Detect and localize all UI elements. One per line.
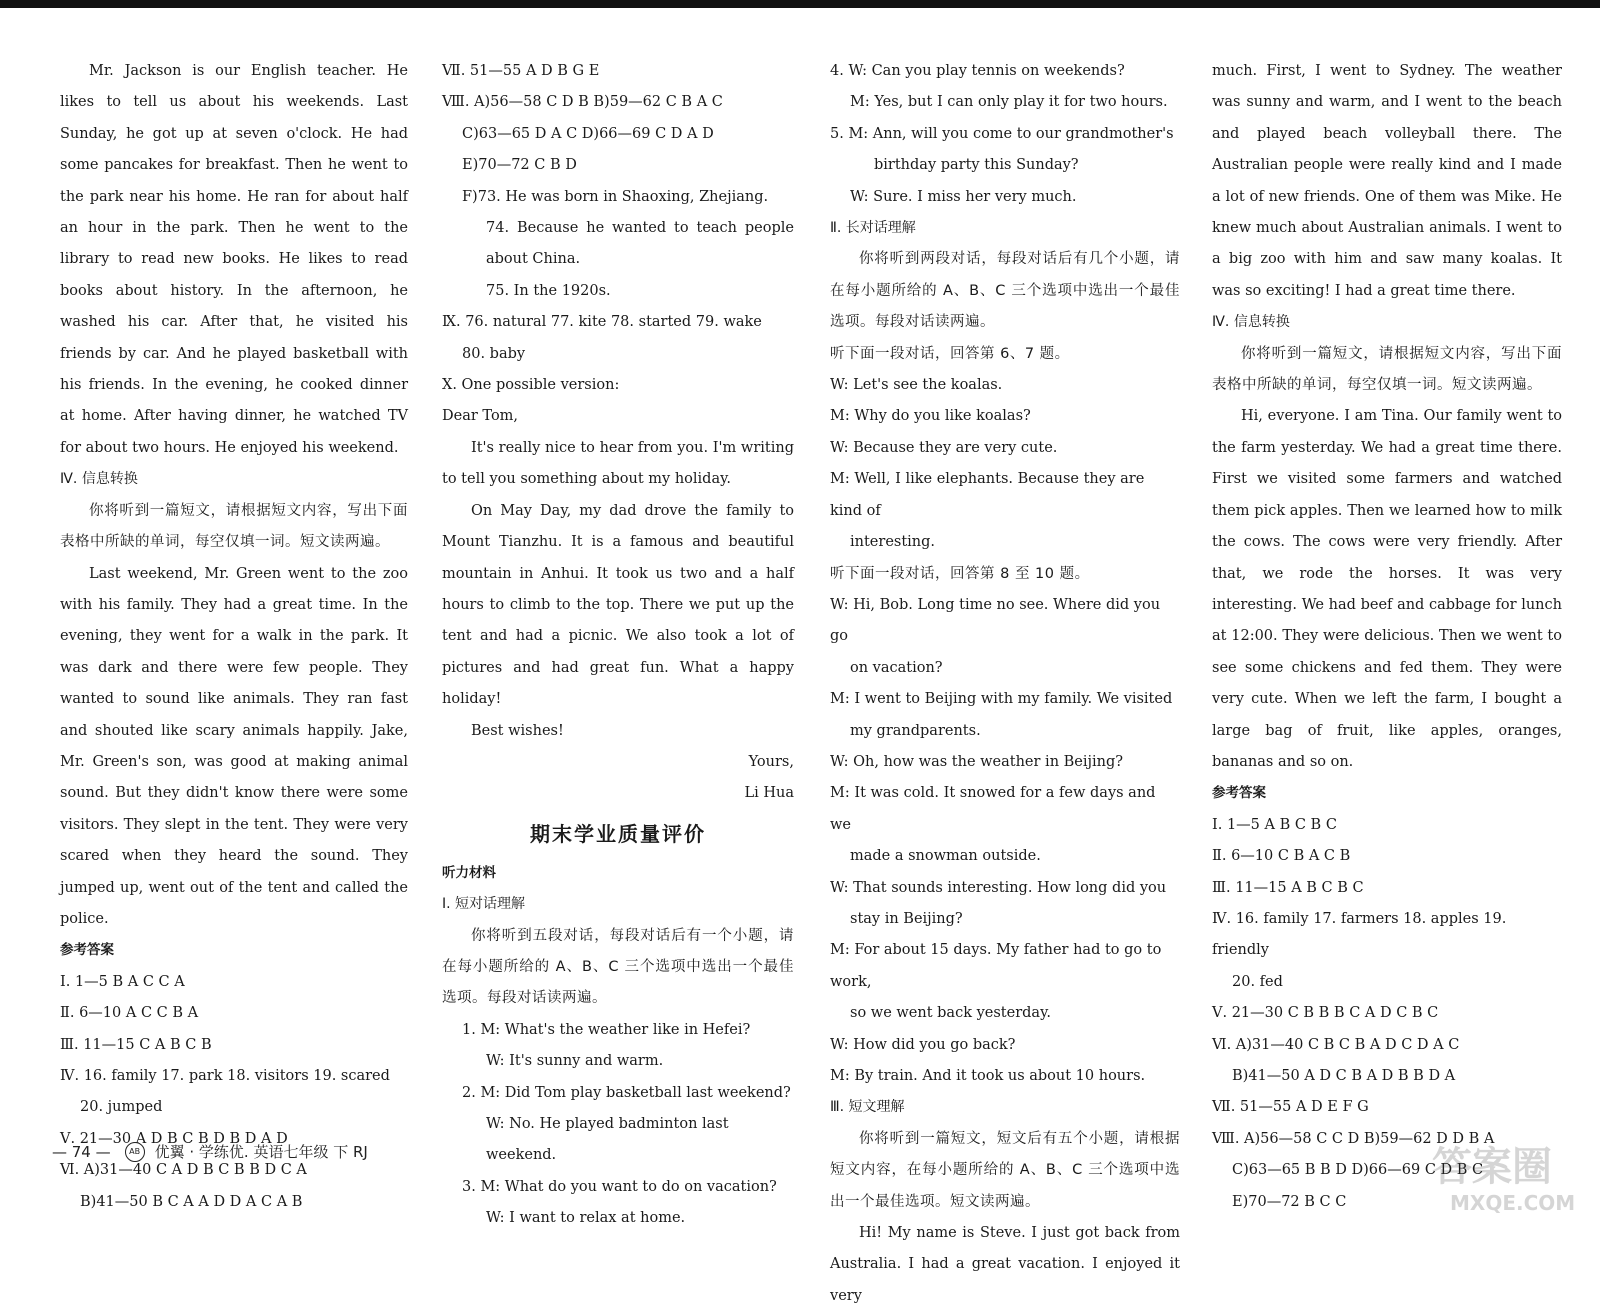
col3-line: W: Hi, Bob. Long time no see. Where did you go: [830, 596, 1161, 645]
col2-line: Ⅹ. One possible version:: [442, 377, 620, 394]
col2-line: Ⅷ. A)56—58 C D B B)59—62 C B A C: [442, 94, 723, 111]
col3-line: M: Why do you like koalas?: [830, 408, 1031, 425]
col1-line: Ⅰ. 1—5 B A C C A: [60, 973, 185, 990]
col1-line: 20. jumped: [80, 1099, 163, 1116]
column-1: [60, 56, 408, 1218]
col3-line: 听下面一段对话，回答第 8 至 10 题。: [830, 565, 1090, 582]
top-border: [0, 0, 1600, 8]
col2-line: 3. M: What do you want to do on vacation?: [462, 1178, 777, 1195]
col3-line: M: For about 15 days. My father had to go to work,: [830, 942, 1162, 990]
col3-line: Ⅱ. 长对话理解: [830, 220, 916, 237]
column-2: [442, 56, 794, 1235]
book-title: 优翼 · 学练优. 英语七年级 下 RJ: [154, 1143, 368, 1161]
col3-line: so we went back yesterday.: [850, 1005, 1051, 1022]
col4-line: 参考答案: [1212, 785, 1266, 802]
col3-line: my grandparents.: [850, 722, 981, 739]
col1-line: Ⅳ. 信息转换: [60, 471, 138, 488]
col3-line: 你将听到一篇短文，短文后有五个小题，请根据短文内容，在每小题所给的 A、B、C 三个选项中选出一个最佳选项。短文读两遍。: [830, 1130, 1180, 1210]
col3-line: stay in Beijing?: [850, 910, 963, 927]
col1-line: Last weekend, Mr. Green went to the zoo with his family. They had a great time. In the evening, they went for a walk in the park. It was dark and there were few people. They wanted to sound like animals. They ran fast and shouted like scary animals happily. Jake, Mr. Green's son, was good at making animal sound. But they didn't know there were some visitors. They slept in the tent. They were very scared when they heard the sound. They jumped up, went out of the tent and called the police.: [60, 565, 408, 927]
page-number: — 74 —: [52, 1142, 111, 1161]
col2-line: 你将听到五段对话，每段对话后有一个小题，请在每小题所给的 A、B、C 三个选项中选出一个最佳选项。每段对话读两遍。: [442, 927, 794, 1007]
col2-line: 1. M: What's the weather like in Hefei?: [462, 1021, 751, 1038]
col2-line: F)73. He was born in Shaoxing, Zhejiang.: [462, 188, 769, 205]
col4-line: Ⅱ. 6—10 C B A C B: [1212, 848, 1351, 865]
col2-line: On May Day, my dad drove the family to Mount Tianzhu. It is a famous and beautiful mountain in Anhui. It took us two and a half hours to climb to the top. There we put up the tent and had a picnic. We also took a lot of pictures and had great fun. What a happy holiday!: [442, 502, 794, 708]
col3-line: M: It was cold. It snowed for a few days and we: [830, 785, 1156, 833]
col4-line: 你将听到一篇短文，请根据短文内容，写出下面表格中所缺的单词，每空仅填一词。短文读两遍。: [1212, 345, 1562, 394]
col2-line: C)63—65 D A C D)66—69 C D A D: [462, 125, 714, 142]
col4-line: Ⅳ. 信息转换: [1212, 314, 1290, 331]
col3-line: Hi! My name is Steve. I just got back from Australia. I had a great vacation. I enjoyed it very: [830, 1225, 1180, 1304]
col3-line: 5. M: Ann, will you come to our grandmother's: [830, 125, 1174, 142]
col3-line: M: I went to Beijing with my family. We visited: [830, 691, 1173, 708]
col4-line: B)41—50 A D C B A D B B D A: [1232, 1068, 1456, 1084]
col4-line: Ⅲ. 11—15 A B C B C: [1212, 879, 1364, 896]
col3-line: made a snowman outside.: [850, 848, 1041, 865]
col3-line: 4. W: Can you play tennis on weekends?: [830, 63, 1125, 79]
col2-line: It's really nice to hear from you. I'm writing to tell you something about my holiday.: [442, 439, 794, 488]
col2-line: 2. M: Did Tom play basketball last weekend?: [462, 1084, 791, 1101]
column-3: [830, 56, 1180, 1312]
col4-line: Ⅵ. A)31—40 C B C B A D C D A C: [1212, 1036, 1460, 1053]
col3-line: birthday party this Sunday?: [874, 157, 1079, 174]
col1-line: Mr. Jackson is our English teacher. He likes to tell us about his weekends. Last Sunday, he got up at seven o'clock. He had some pancakes for breakfast. Then he went to the park near his home. He ran for about half an hour in the park. Then he went to the library to read new books. He likes to read books about history. In the afternoon, he washed his car. After that, he visited his friends by car. And he played basketball with his friends. In the evening, he cooked dinner at home. After having dinner, he watched TV for about two hours. He enjoyed his weekend.: [60, 63, 408, 456]
watermark-logo: [1428, 1128, 1588, 1218]
col2-line: 74. Because he wanted to teach people about China.: [486, 220, 794, 268]
page-footer: [52, 1141, 368, 1162]
col3-line: W: That sounds interesting. How long did you: [830, 879, 1167, 896]
col2-line: 听力材料: [442, 864, 496, 881]
col4-line: Ⅷ. A)56—58 C C D B)59—62 D D B A: [1212, 1130, 1495, 1147]
col1-line: Ⅳ. 16. family 17. park 18. visitors 19. scared: [60, 1068, 390, 1084]
col3-line: 你将听到两段对话，每段对话后有几个小题，请在每小题所给的 A、B、C 三个选项中选出一个最佳选项。每段对话读两遍。: [830, 251, 1180, 331]
column-4: [1212, 56, 1562, 1218]
col3-line: 听下面一段对话，回答第 6、7 题。: [830, 345, 1070, 362]
col3-line: M: Well, I like elephants. Because they are kind of: [830, 471, 1145, 519]
col1-line: Ⅴ. 21—30 A D B C B D B D A D: [60, 1130, 288, 1147]
col3-line: W: Because they are very cute.: [830, 439, 1058, 456]
col1-line: 参考答案: [60, 942, 114, 959]
col4-line: E)70—72 B C C: [1232, 1193, 1347, 1210]
watermark-cn: 答案圈: [1432, 1144, 1552, 1190]
col2-line: Ⅶ. 51—55 A D B G E: [442, 63, 600, 79]
col4-line: Ⅶ. 51—55 A D E F G: [1212, 1099, 1369, 1116]
col1-line: Ⅱ. 6—10 A C C B A: [60, 1005, 199, 1022]
col4-line: Ⅳ. 16. family 17. farmers 18. apples 19. friendly: [1212, 910, 1507, 959]
col2-line: Ⅸ. 76. natural 77. kite 78. started 79. wake: [442, 314, 762, 331]
col2-line: Best wishes!: [471, 722, 564, 739]
col2-line: 75. In the 1920s.: [486, 282, 611, 299]
col4-line: much. First, I went to Sydney. The weather was sunny and warm, and I went to the beach and played beach volleyball there. The Australian people were really kind and I made a lot of new friends. One of them was Mike. He knew much about Australian animals. I went to a big zoo with him and saw many koalas. It was so exciting! I had a great time there.: [1212, 63, 1562, 299]
col3-line: interesting.: [850, 534, 936, 551]
col2-line: 80. baby: [462, 345, 526, 362]
col4-line: Hi, everyone. I am Tina. Our family went to the farm yesterday. We had a great time there. First we visited some farmers and watched them pick apples. Then we learned how to milk the cows. The cows were very friendly. After that, we rode the horses. It was very interesting. We had beef and cabbage for lunch at 12:00. They were delicious. Then we went to see some chickens and fed them. They were very cute. When we left the farm, I bought a large bag of fruit, like apples, oranges, bananas and so on.: [1212, 408, 1562, 770]
col2-line: W: It's sunny and warm.: [486, 1053, 664, 1070]
col3-line: on vacation?: [850, 659, 943, 676]
col4-line: Ⅰ. 1—5 A B C B C: [1212, 816, 1337, 833]
col2-line: Ⅰ. 短对话理解: [442, 896, 526, 913]
col2-line: Li Hua: [744, 785, 794, 802]
col3-line: M: Yes, but I can only play it for two hours.: [850, 94, 1168, 111]
col2-line: Yours,: [748, 753, 794, 770]
col3-line: W: Oh, how was the weather in Beijing?: [830, 753, 1124, 770]
col4-line: 20. fed: [1232, 973, 1283, 990]
col3-line: W: Let's see the koalas.: [830, 377, 1003, 394]
col3-line: M: By train. And it took us about 10 hours.: [830, 1068, 1146, 1084]
col1-line: Ⅵ. A)31—40 C A D B C B B D C A: [60, 1162, 307, 1179]
col4-line: C)63—65 B B D D)66—69 C D B C: [1232, 1162, 1484, 1179]
watermark-en: MXQE.COM: [1450, 1191, 1576, 1215]
publisher-logo-icon: AB: [125, 1142, 145, 1162]
col4-line: Ⅴ. 21—30 C B B B C A D C B C: [1212, 1005, 1439, 1022]
col3-line: W: Sure. I miss her very much.: [850, 188, 1077, 205]
col1-line: 你将听到一篇短文，请根据短文内容，写出下面表格中所缺的单词，每空仅填一词。短文读两遍。: [60, 502, 408, 551]
col1-line: Ⅲ. 11—15 C A B C B: [60, 1036, 212, 1053]
col2-line: W: No. He played badminton last weekend.: [486, 1116, 729, 1164]
col2-line: 期末学业质量评价: [530, 821, 706, 846]
col1-line: B)41—50 B C A A D D A C A B: [80, 1193, 303, 1210]
col2-line: E)70—72 C B D: [462, 157, 577, 174]
col2-line: Dear Tom,: [442, 408, 519, 425]
col3-line: Ⅲ. 短文理解: [830, 1099, 905, 1116]
col2-line: W: I want to relax at home.: [486, 1210, 686, 1227]
col3-line: W: How did you go back?: [830, 1036, 1016, 1053]
